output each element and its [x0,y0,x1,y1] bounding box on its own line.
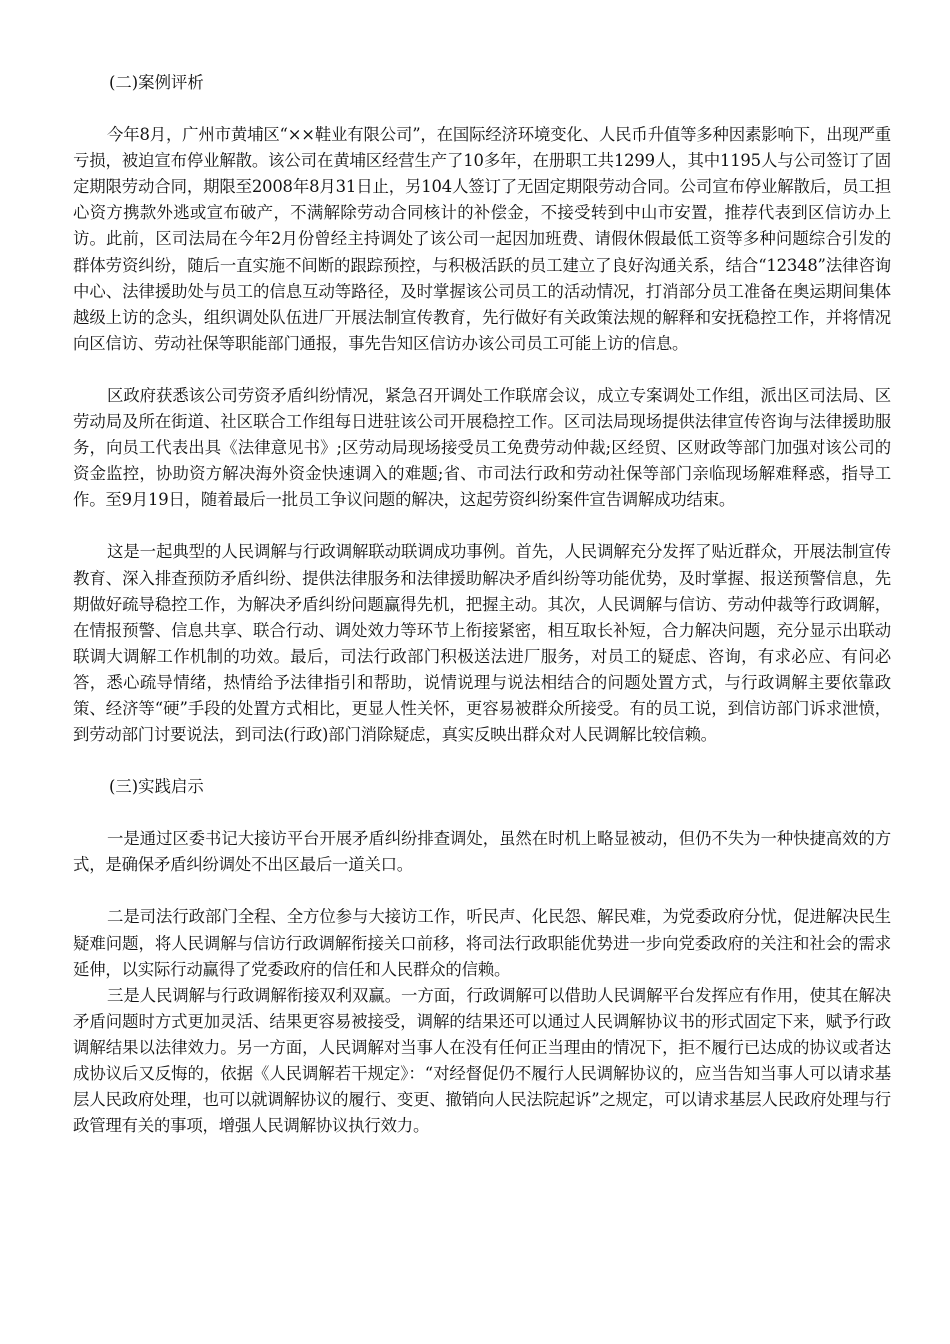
document-page [73,70,891,1139]
paragraph-case-background: 今年8月，广州市黄埔区“××鞋业有限公司”，在国际经济环境变化、人民币升值等多种因素影响下，出现严重亏损，被迫宣布停业解散。该公司在黄埔区经营生产了10多年，在册职工共1299人，其中1195人与公司签订了固定期限劳动合同，期限至2008年8月31日止，另104人签订了无固定期限劳动合同。公司宣布停业解散后，员工担心资方携款外逃或宣布破产，不满解除劳动合同核计的补偿金，不接受转到中山市安置，推荐代表到区信访办上访。此前，区司法局在今年2月份曾经主持调处了该公司一起因加班费、请假休假最低工资等多种问题综合引发的群体劳资纠纷，随后一直实施不间断的跟踪预控，与积极活跃的员工建立了良好沟通关系，结合“12348”法律咨询中心、法律援助处与员工的信息互动等路径，及时掌握该公司员工的活动情况，打消部分员工准备在奥运期间集体越级上访的念头，组织调处队伍进厂开展法制宣传教育，先行做好有关政策法规的解释和安抚稳控工作，并将情况向区信访、劳动社保等职能部门通报，事先告知区信访办该公司员工可能上访的信息。 [73,125,891,353]
section-heading-case-analysis: (二)案例评析 [109,73,204,92]
paragraph-insight-two: 二是司法行政部门全程、全方位参与大接访工作，听民声、化民怨、解民难，为党委政府分忧，促进解决民生疑难问题，将人民调解与信访行政调解衔接关口前移，将司法行政职能优势进一步向党委政府的关注和社会的需求延伸，以实际行动赢得了党委政府的信任和人民群众的信赖。 [73,907,891,979]
paragraph-insight-one: 一是通过区委书记大接访平台开展矛盾纠纷排查调处，虽然在时机上略显被动，但仍不失为一种快捷高效的方式，是确保矛盾纠纷调处不出区最后一道关口。 [73,829,891,875]
section-heading-practice-insights: (三)实践启示 [109,777,204,797]
paragraph-case-evaluation: 这是一起典型的人民调解与行政调解联动联调成功事例。首先，人民调解充分发挥了贴近群众，开展法制宣传教育、深入排查预防矛盾纠纷、提供法律服务和法律援助解决矛盾纠纷等功能优势，及时掌握、报送预警信息，先期做好疏导稳控工作，为解决矛盾纠纷问题赢得先机，把握主动。其次，人民调解与信访、劳动仲裁等行政调解，在情报预警、信息共享、联合行动、调处效力等环节上衔接紧密，相互取长补短，合力解决问题，充分显示出联动联调大调解工作机制的功效。最后，司法行政部门积极送法进厂服务，对员工的疑虑、咨询，有求必应、有问必答，悉心疏导情绪，热情给予法律指引和帮助，说情说理与说法相结合的问题处置方式，与行政调解主要依靠政策、经济等“硬”手段的处置方式相比，更显人性关怀，更容易被群众所接受。有的员工说，到信访部门诉求泄愤，到劳动部门讨要说法，到司法(行政)部门消除疑虑，真实反映出群众对人民调解比较信赖。 [73,542,891,745]
paragraph-government-response: 区政府获悉该公司劳资矛盾纠纷情况，紧急召开调处工作联席会议，成立专案调处工作组，派出区司法局、区劳动局及所在街道、社区联合工作组每日进驻该公司开展稳控工作。区司法局现场提供法律宣传咨询与法律援助服务，向员工代表出具《法律意见书》;区劳动局现场接受员工免费劳动仲裁;区经贸、区财政等部门加强对该公司的资金监控，协助资方解决海外资金快速调入的难题;省、市司法行政和劳动社保等部门亲临现场解难释惑，指导工作。至9月19日，随着最后一批员工争议问题的解决，这起劳资纠纷案件宣告调解成功结束。 [73,385,891,510]
paragraph-insight-three: 三是人民调解与行政调解衔接双利双赢。一方面，行政调解可以借助人民调解平台发挥应有作用，使其在解决矛盾问题时方式更加灵活、结果更容易被接受，调解的结果还可以通过人民调解协议书的形式固定下来，赋予行政调解结果以法律效力。另一方面，人民调解对当事人在没有任何正当理由的情况下，拒不履行已达成的协议或者达成协议后又反悔的，依据《人民调解若干规定》：“对经督促仍不履行人民调解协议的，应当告知当事人可以请求基层人民政府处理，也可以就调解协议的履行、变更、撤销向人民法院起诉”之规定，可以请求基层人民政府处理与行政管理有关的事项，增强人民调解协议执行效力。 [73,985,891,1136]
